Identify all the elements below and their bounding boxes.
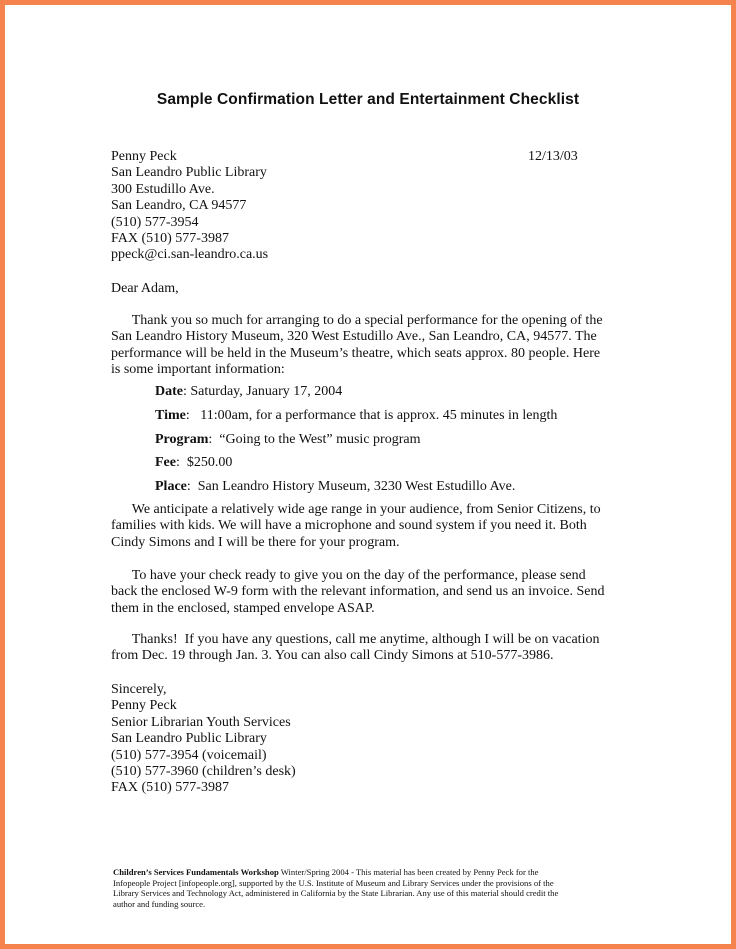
detail-label: Time [155,408,186,423]
check-line: them in the enclosed, stamped envelope ASAP. [111,600,375,616]
sender-phone: (510) 577-3954 [111,214,199,230]
sender-org: San Leandro Public Library [111,165,267,181]
detail-place [155,479,515,495]
detail-label: Place [155,479,187,494]
closing-signature [111,682,296,797]
check-line: To have your check ready to give you on the day of the performance, please send [111,568,586,583]
detail-label: Program [155,432,209,447]
closing-line: (510) 577-3954 (voicemail) [111,747,267,763]
intro-line: San Leandro History Museum, 320 West Estudillo Ave., San Leandro, CA, 94577. The [111,329,597,345]
intro-line: performance will be held in the Museum’s theatre, which seats approx. 80 people. Here [111,345,601,361]
thanks-paragraph [111,632,616,665]
closing-line: (510) 577-3960 (children’s desk) [111,764,296,780]
intro-paragraph [111,313,616,379]
check-line: back the enclosed W-9 form with the relevant information, and send us an invoice. Send [111,584,605,600]
document-title: Sample Confirmation Letter and Entertainment Checklist [156,91,580,108]
detail-value: : $250.00 [175,455,233,470]
footer-line: Infopeople Project [infopeople.org], supported by the U.S. Institute of Museum and Library Services under the provisions of the [113,877,554,888]
closing-line: Penny Peck [111,698,177,714]
closing-line: Senior Librarian Youth Services [111,714,291,730]
sender-fax: FAX (510) 577-3987 [111,231,229,247]
footer-line: author and funding source. [113,898,206,909]
intro-line: Thank you so much for arranging to do a special performance for the opening of the [111,313,603,328]
check-paragraph [111,568,616,617]
audience-line: We anticipate a relatively wide age range in your audience, from Senior Citizens, to [111,502,601,517]
sender-address [111,149,268,264]
salutation: Dear Adam, [111,281,179,296]
sender-street: 300 Estudillo Ave. [111,181,215,197]
thanks-line: Thanks! If you have any questions, call me anytime, although I will be on vacation [111,632,600,647]
closing-line: Sincerely, [111,682,167,697]
detail-value: : “Going to the West” music program [208,432,421,447]
detail-label: Date [155,384,183,399]
footer-line [113,867,613,878]
footer-line: Library Services and Technology Act, administered in California by the State Librarian. Any use of this material should credit the [113,888,559,899]
sender-name: Penny Peck [111,149,177,164]
detail-fee [155,455,232,471]
thanks-line: from Dec. 19 through Jan. 3. You can also call Cindy Simons at 510-577-3986. [111,648,554,664]
sender-email: ppeck@ci.san-leandro.ca.us [111,247,269,263]
audience-line: Cindy Simons and I will be there for your program. [111,534,400,550]
detail-date [155,384,342,400]
detail-value: : 11:00am, for a performance that is approx. 45 minutes in length [185,408,558,423]
detail-label: Fee [155,455,176,470]
letter-date: 12/13/03 [528,149,578,164]
audience-line: families with kids. We will have a microphone and sound system if you need it. Both [111,518,587,534]
footer-text: Winter/Spring 2004 - This material has been created by Penny Peck for the [278,867,539,877]
detail-value: : Saturday, January 17, 2004 [183,384,343,399]
footer-workshop-name: Children’s Services Fundamentals Workshop [113,867,279,877]
audience-paragraph [111,502,616,551]
sender-city: San Leandro, CA 94577 [111,198,247,214]
closing-line: San Leandro Public Library [111,731,267,747]
detail-program [155,432,420,448]
footer-credit [113,867,613,909]
closing-line: FAX (510) 577-3987 [111,780,229,796]
detail-time [155,408,557,424]
detail-value: : San Leandro History Museum, 3230 West Estudillo Ave. [186,479,516,494]
intro-line: is some important information: [111,362,285,378]
